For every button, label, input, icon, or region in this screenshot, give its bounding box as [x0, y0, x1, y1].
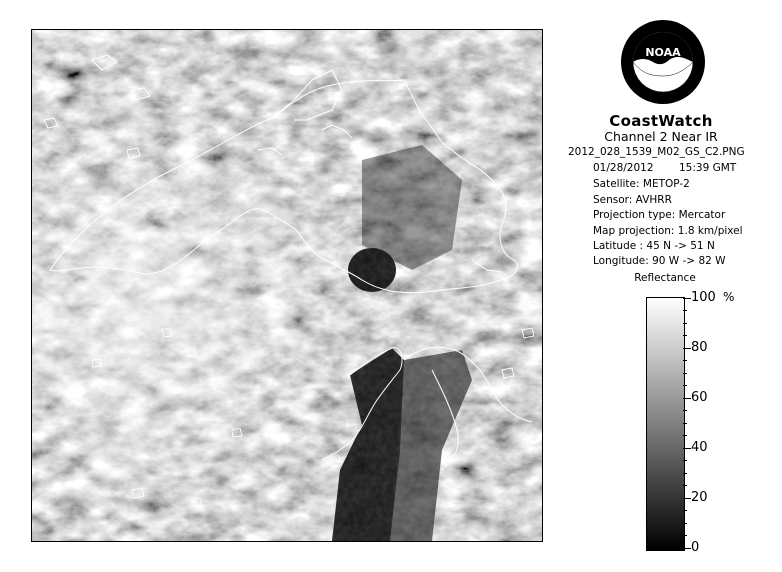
colorbar-minor-tick	[683, 310, 687, 311]
sensor-info: Sensor: AVHRR	[593, 194, 672, 206]
longitude-range: Longitude: 90 W -> 82 W	[593, 255, 726, 267]
colorbar-tick	[683, 448, 691, 449]
image-filename: 2012_028_1539_M02_GS_C2.PNG	[568, 146, 745, 158]
noaa-logo	[619, 18, 707, 106]
satellite-info: Satellite: METOP-2	[593, 178, 690, 190]
map-projection: Map projection: 1.8 km/pixel	[593, 225, 743, 237]
colorbar-tick	[683, 298, 691, 299]
colorbar-tick	[683, 398, 691, 399]
colorbar-minor-tick	[683, 485, 687, 486]
app-title: CoastWatch	[609, 112, 713, 130]
colorbar-minor-tick	[683, 523, 687, 524]
colorbar-label: 0	[691, 540, 700, 555]
image-date: 01/28/2012	[593, 162, 654, 174]
colorbar-tick	[683, 548, 691, 549]
logo-text: NOAA	[645, 46, 681, 59]
colorbar-minor-tick	[683, 535, 687, 536]
colorbar-label: 20	[691, 490, 708, 505]
colorbar-label: 80	[691, 340, 708, 355]
colorbar-minor-tick	[683, 373, 687, 374]
colorbar-minor-tick	[683, 360, 687, 361]
colorbar-tick	[683, 498, 691, 499]
satellite-map	[31, 29, 543, 542]
colorbar-minor-tick	[683, 473, 687, 474]
colorbar-minor-tick	[683, 510, 687, 511]
map-svg	[32, 30, 542, 541]
noaa-logo-icon	[619, 18, 707, 106]
colorbar-minor-tick	[683, 385, 687, 386]
colorbar-label: 60	[691, 390, 708, 405]
legend-unit: %	[723, 290, 735, 304]
image-time: 15:39 GMT	[679, 162, 737, 174]
projection-type: Projection type: Mercator	[593, 209, 726, 221]
latitude-range: Latitude : 45 N -> 51 N	[593, 240, 715, 252]
colorbar-minor-tick	[683, 423, 687, 424]
colorbar-minor-tick	[683, 335, 687, 336]
colorbar-minor-tick	[683, 435, 687, 436]
channel-subtitle: Channel 2 Near IR	[604, 129, 718, 144]
colorbar-tick	[683, 348, 691, 349]
colorbar-label: 40	[691, 440, 708, 455]
colorbar-minor-tick	[683, 460, 687, 461]
legend-title: Reflectance	[634, 272, 696, 284]
colorbar-label: 100	[691, 290, 716, 305]
reflectance-colorbar	[646, 297, 685, 551]
colorbar-minor-tick	[683, 410, 687, 411]
colorbar-minor-tick	[683, 323, 687, 324]
